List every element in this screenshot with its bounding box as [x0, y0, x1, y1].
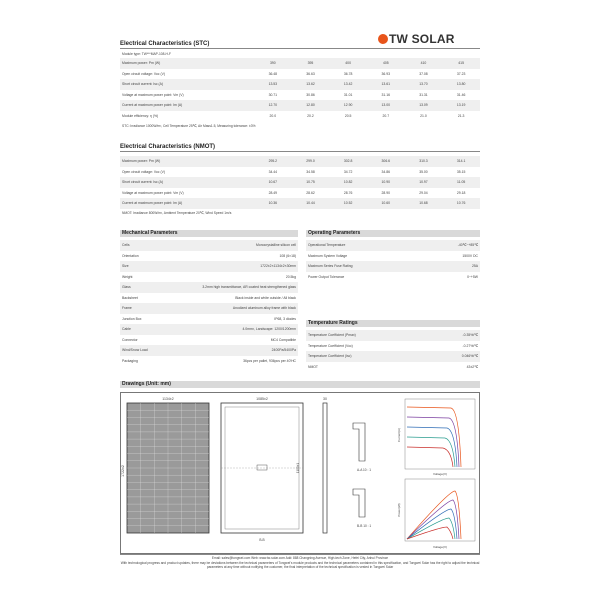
footer-rule	[120, 554, 480, 555]
table-row	[306, 240, 480, 251]
table-row	[120, 69, 480, 80]
pv-xlabel: Voltage(V)	[432, 545, 448, 549]
cell-value: 302.8	[329, 156, 367, 167]
dim-height: 1722±2	[121, 465, 125, 477]
table-row	[120, 177, 480, 188]
row-label: Temperature Coefficient (Voc)	[306, 341, 410, 352]
cell-value: 36.93	[367, 69, 405, 80]
cell-value: 10.75	[292, 177, 330, 188]
table-row	[306, 272, 480, 283]
row-label: Cable	[120, 324, 186, 335]
row-value: 1500V DC	[410, 251, 480, 262]
cell-value: 13.62	[292, 79, 330, 90]
dim-hole: 1085±2	[256, 397, 268, 401]
row-label: Module efficiency: η (%)	[120, 111, 254, 122]
row-label: Connector	[120, 335, 186, 346]
nmot-rule	[120, 151, 480, 152]
row-label: Current at maximum power point: Im (A)	[120, 198, 254, 209]
table-row	[306, 251, 480, 262]
cell-value: 36.48	[254, 69, 292, 80]
row-label: Cells	[120, 240, 186, 251]
cell-value: 13.19	[442, 100, 480, 111]
drawings-panel	[120, 392, 480, 554]
cell-value: 10.36	[254, 198, 292, 209]
dim-hole-h: 1100±1	[296, 462, 300, 474]
cell-value: 34.44	[254, 167, 292, 178]
cell-value: 314.1	[442, 156, 480, 167]
row-label: Maximum System Voltage	[306, 251, 410, 262]
row-value: 1722±2×1134±2×30mm	[186, 261, 298, 272]
row-label: Junction Box	[120, 314, 186, 325]
cell-value: 31.46	[442, 90, 480, 101]
footer-disclaimer: With technological progress and product updates, there may be deviations between the technical parameters of Tongwei's module products and the technical parameters contained in this specification, and Tongwei Solar has the right to adjust the technical parameters at any time without notifying the customer, the final interpretation of the technical specification is vested in Tongwei Solar	[120, 561, 480, 569]
nmot-table	[120, 156, 480, 209]
cell-value: 295.2	[254, 156, 292, 167]
cell-value: 306.6	[367, 156, 405, 167]
cell-value: 13.80	[442, 79, 480, 90]
pv-chart	[397, 479, 475, 549]
cell-value: 10.52	[329, 198, 367, 209]
drawings-title: Drawings (Unit: mm)	[120, 381, 480, 388]
cell-value: 13.42	[329, 79, 367, 90]
iv-xlabel: Voltage(V)	[432, 472, 448, 476]
cell-value: 13.70	[405, 79, 443, 90]
table-row	[306, 362, 480, 373]
cell-value: 12.80	[292, 100, 330, 111]
table-row	[120, 345, 298, 356]
table-row	[120, 303, 298, 314]
table-row	[120, 324, 298, 335]
brand-logo: TW SOLAR	[378, 32, 455, 46]
cell-value: 410	[405, 58, 443, 69]
row-value: 3.2mm high transmittance, AR coated heat strengthened glass	[186, 282, 298, 293]
cell-value: 20.2	[292, 111, 330, 122]
cell-value: 36.78	[329, 69, 367, 80]
row-label: Voltage at maximum power point: Vm (V)	[120, 188, 254, 199]
cell-value: 34.58	[292, 167, 330, 178]
temperature-title: Temperature Ratings	[306, 320, 480, 327]
table-row	[120, 167, 480, 178]
row-value: IP68, 3 diodes	[186, 314, 298, 325]
cell-value: 21.0	[405, 111, 443, 122]
mechanical-table	[120, 240, 298, 366]
table-row	[120, 100, 480, 111]
iv-ylabel: Current(A)	[397, 427, 401, 443]
cell-value: 310.3	[405, 156, 443, 167]
cell-value: 20.5	[329, 111, 367, 122]
cell-value: 13.09	[405, 100, 443, 111]
cell-value: 12.90	[329, 100, 367, 111]
label-bb: B-B 10 : 1	[357, 524, 372, 528]
row-label: Short circuit current: Isc (A)	[120, 177, 254, 188]
cell-value: 29.18	[442, 188, 480, 199]
cell-value: 28.90	[367, 188, 405, 199]
cell-value: 21.3	[442, 111, 480, 122]
cell-value: 390	[254, 58, 292, 69]
cell-value: 12.70	[254, 100, 292, 111]
section-details	[353, 423, 371, 528]
cell-value: 10.60	[367, 198, 405, 209]
cell-value: 37.08	[405, 69, 443, 80]
cell-value: 10.76	[442, 198, 480, 209]
cell-value: 35.15	[442, 167, 480, 178]
side-view	[323, 397, 327, 533]
temperature-table	[306, 330, 480, 372]
row-value: 2400Pa/5400Pa	[186, 345, 298, 356]
table-row	[120, 58, 480, 69]
cell-value: 11.05	[442, 177, 480, 188]
cell-value: 31.01	[329, 90, 367, 101]
table-row	[120, 111, 480, 122]
row-label: Voltage at maximum power point: Vm (V)	[120, 90, 254, 101]
back-view	[221, 397, 303, 542]
stc-module-type: Module type: TW***MAP-108-H-F	[122, 52, 172, 56]
cell-value: 13.53	[254, 79, 292, 90]
cell-value: 31.31	[405, 90, 443, 101]
row-value: 0~+5W	[410, 272, 480, 283]
nmot-note: NMOT: Irradiance 800W/m², Ambient Temperature 20℃, Wind Speed 1m/s	[122, 211, 232, 215]
row-label: Temperature Coefficient (Pmax)	[306, 330, 410, 341]
row-value: Black inside and white outside / All black	[186, 293, 298, 304]
row-label: Backsheet	[120, 293, 186, 304]
table-row	[120, 198, 480, 209]
row-label: Current at maximum power point: Im (A)	[120, 100, 254, 111]
table-row	[306, 330, 480, 341]
label-b: B-B	[259, 538, 265, 542]
row-label: Glass	[120, 282, 186, 293]
stc-table	[120, 58, 480, 121]
stc-rule	[120, 48, 480, 49]
cell-value: 13.00	[367, 100, 405, 111]
dim-side: 30	[323, 397, 327, 401]
cell-value: 20.0	[254, 111, 292, 122]
cell-value: 395	[292, 58, 330, 69]
table-row	[306, 351, 480, 362]
row-label: Open circuit voltage: Voc (V)	[120, 167, 254, 178]
cell-value: 10.82	[329, 177, 367, 188]
sun-icon	[378, 34, 388, 44]
table-row	[120, 314, 298, 325]
table-row	[306, 341, 480, 352]
front-view	[121, 397, 209, 533]
row-value: MC4 Compatible	[186, 335, 298, 346]
cell-value: 10.44	[292, 198, 330, 209]
row-value: 4.0mm², Landscape: 1200/1200mm	[186, 324, 298, 335]
table-row	[120, 90, 480, 101]
table-row	[120, 251, 298, 262]
table-row	[120, 188, 480, 199]
cell-value: 30.71	[254, 90, 292, 101]
table-row	[120, 282, 298, 293]
row-value: -40℃~+85℃	[410, 240, 480, 251]
table-row	[120, 240, 298, 251]
row-label: Frame	[120, 303, 186, 314]
row-value: 0.046%/℃	[410, 351, 480, 362]
stc-note: STC: Irradiance 1000W/m², Cell Temperature 25℃, Air Mass1.5, Measuring tolerance: ±3%	[122, 124, 256, 128]
cell-value: 405	[367, 58, 405, 69]
row-label: Open circuit voltage: Voc (V)	[120, 69, 254, 80]
cell-value: 10.90	[367, 177, 405, 188]
row-label: Wind/Snow Load	[120, 345, 186, 356]
cell-value: 37.23	[442, 69, 480, 80]
cell-value: 10.97	[405, 177, 443, 188]
mechanical-title: Mechanical Parameters	[120, 230, 298, 237]
row-label: Maximum power: Pm (W)	[120, 58, 254, 69]
cell-value: 13.61	[367, 79, 405, 90]
label-aa: A-A 10 : 1	[357, 468, 371, 472]
cell-value: 30.86	[292, 90, 330, 101]
cell-value: 34.86	[367, 167, 405, 178]
row-label: Power Output Tolerance	[306, 272, 410, 283]
table-row	[120, 261, 298, 272]
row-label: Size	[120, 261, 186, 272]
row-value: 43±2℃	[410, 362, 480, 373]
row-value: -0.35%/℃	[410, 330, 480, 341]
cell-value: 28.62	[292, 188, 330, 199]
row-value: 25A	[410, 261, 480, 272]
cell-value: 299.0	[292, 156, 330, 167]
row-value: Anodized aluminum alloy frame with black	[186, 303, 298, 314]
operating-table	[306, 240, 480, 282]
row-label: Temperature Coefficient (Isc)	[306, 351, 410, 362]
drawings-svg	[121, 393, 479, 553]
row-value: -0.27%/℃	[410, 341, 480, 352]
cell-value: 400	[329, 58, 367, 69]
cell-value: 29.04	[405, 188, 443, 199]
cell-value: 10.67	[254, 177, 292, 188]
cell-value: 34.72	[329, 167, 367, 178]
operating-title: Operating Parameters	[306, 230, 480, 237]
row-label: Packaging	[120, 356, 186, 367]
table-row	[120, 335, 298, 346]
cell-value: 31.16	[367, 90, 405, 101]
row-label: Operational Temperature	[306, 240, 410, 251]
cell-value: 10.68	[405, 198, 443, 209]
row-value: 20.5kg	[186, 272, 298, 283]
row-label: Orientation	[120, 251, 186, 262]
table-row	[120, 272, 298, 283]
row-value: Monocrystalline silicon cell	[186, 240, 298, 251]
footer-contact: Email: sales@tongwei.com Web: www.tw-solar.com Add: 888 Changning Avenue, High-tech Zone, Hefei City, Anhui Province	[211, 556, 389, 560]
stc-title: Electrical Characteristics (STC)	[120, 41, 210, 47]
cell-value: 35.00	[405, 167, 443, 178]
cell-value: 20.7	[367, 111, 405, 122]
table-row	[120, 356, 298, 367]
table-row	[120, 79, 480, 90]
cell-value: 36.63	[292, 69, 330, 80]
row-label: Maximum power: Pm (W)	[120, 156, 254, 167]
row-value: 36pcs per pallet, 936pcs per 40'HC	[186, 356, 298, 367]
cell-value: 28.76	[329, 188, 367, 199]
row-value: 108 (6×18)	[186, 251, 298, 262]
table-row	[120, 156, 480, 167]
row-label: NMOT	[306, 362, 410, 373]
table-row	[120, 293, 298, 304]
row-label: Weight	[120, 272, 186, 283]
row-label: Maximum Series Fuse Rating	[306, 261, 410, 272]
nmot-title: Electrical Characteristics (NMOT)	[120, 144, 216, 150]
row-label: Short circuit current: Isc (A)	[120, 79, 254, 90]
cell-value: 28.49	[254, 188, 292, 199]
pv-ylabel: Power(W)	[397, 503, 401, 517]
dim-width: 1134±2	[162, 397, 174, 401]
iv-chart	[397, 399, 475, 476]
table-row	[306, 261, 480, 272]
datasheet	[120, 30, 480, 570]
cell-value: 415	[442, 58, 480, 69]
